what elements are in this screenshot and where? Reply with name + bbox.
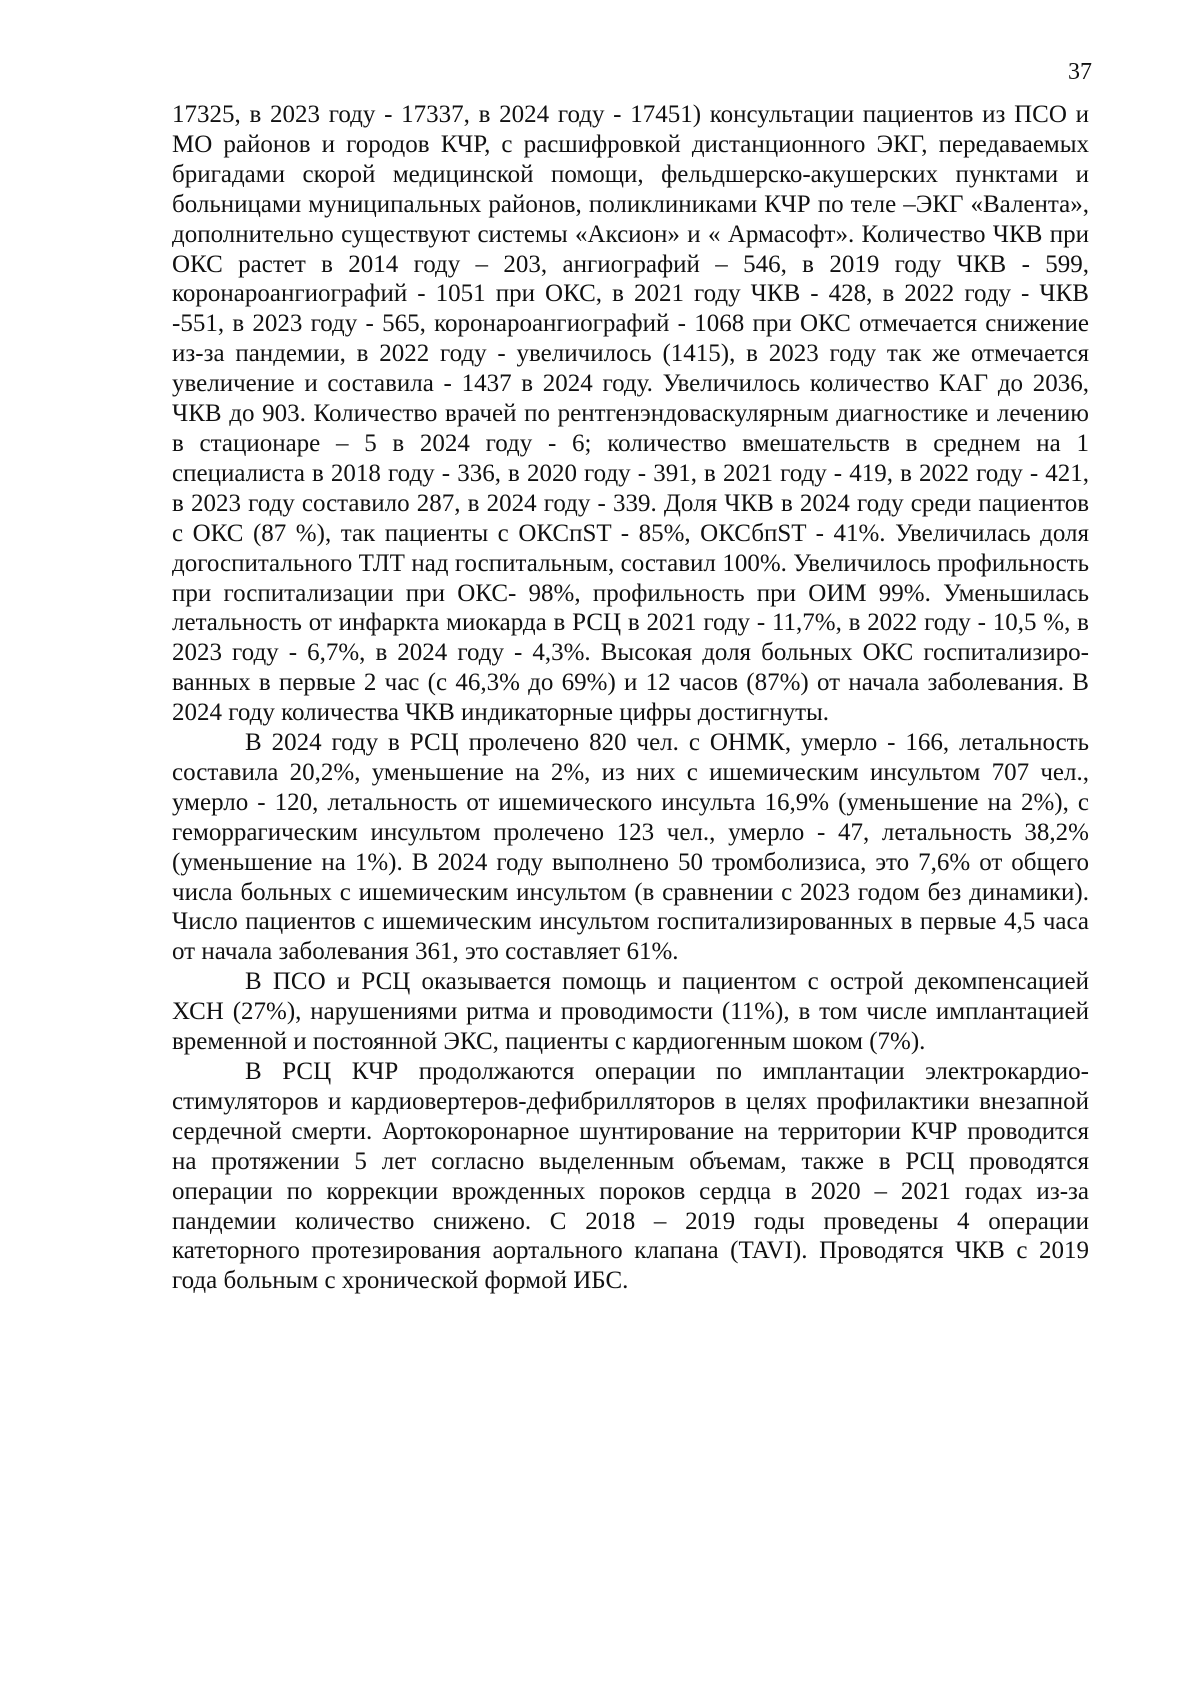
- document-body: [172, 100, 1089, 1296]
- page-number: 37: [1068, 59, 1092, 85]
- paragraph-stroke-statistics: В 2024 году в РСЦ пролечено 820 чел. с ОНМК, умерло - 166, летальность составила 20,2%, уменьшение на 2%, из них с ишемическим инсультом 707 чел., умерло - 120, летальность от ишемического инсульта 16,9% (уменьшение на 2%), с геморрагическим инсультом пролечено 123 чел., умерло - 47, летальность 38,2% (уменьшение на 1%). В 2024 году выполнено 50 тромболизиса, это 7,6% от общего числа больных с ишемическим инсультом (в сравнении с 2023 годом без динамики). Число пациентов с ишемическим инсультом госпитализированных в первые 4,5 часа от начала заболевания 361, это составляет 61%.: [172, 729, 1089, 966]
- paragraph-cardiac-surgery: В РСЦ КЧР продолжаются операции по имплантации электрокардиостимуляторов и кардиовертеров-дефибрилляторов в целях профилактики внезапной сердечной смерти. Аортокоронарное шунтирование на территории КЧР проводится на протяжении 5 лет согласно выделенным объемам, также в РСЦ проводятся операции по коррекции врожденных пороков сердца в 2020 – 2021 годах из-за пандемии количество снижено. С 2018 – 2019 годы проведены 4 операции катеторного протезирования аортального клапана (TAVI). Проводятся ЧКВ с 2019 года больным с хронической формой ИБС.: [172, 1058, 1089, 1295]
- paragraph-heart-failure-care: В ПСО и РСЦ оказывается помощь и пациентом с острой декомпенсацией ХСН (27%), нарушениями ритма и проводимости (11%), в том числе имплантацией временной и постоянной ЭКС, пациенты с кардиогенным шоком (7%).: [172, 968, 1089, 1056]
- paragraph-pci-statistics: 17325, в 2023 году - 17337, в 2024 году - 17451) консультации пациентов из ПСО и МО районов и городов КЧР, с расшифровкой дистанционного ЭКГ, передаваемых бригадами скорой медицинской помощи, фельдшерско-акушерских пунктами и больницами муниципальных районов, поликлиниками КЧР по теле –ЭКГ «Валента», дополнительно существуют системы «Аксион» и « Армасофт». Количество ЧКВ при ОКС растет в 2014 году – 203, ангиографий – 546, в 2019 году ЧКВ - 599, коронароангиографий - 1051 при ОКС, в 2021 году ЧКВ - 428, в 2022 году - ЧКВ -551, в 2023 году - 565, коронароангиографий - 1068 при ОКС отмечается снижение из-за пандемии, в 2022 году - увеличилось (1415), в 2023 году так же отмечается увеличение и составила - 1437 в 2024 году. Увеличилось количество КАГ до 2036, ЧКВ до 903. Количество врачей по рентгенэндоваскулярным диагностике и лечению в стационаре – 5 в 2024 году - 6; количество вмешательств в среднем на 1 специалиста в 2018 году - 336, в 2020 году - 391, в 2021 году - 419, в 2022 году - 421, в 2023 году составило 287, в 2024 году - 339. Доля ЧКВ в 2024 году среди пациентов с ОКС (87 %), так пациенты с ОКСпST - 85%, ОКСбпST - 41%. Увеличилась доля догоспитального ТЛТ над госпитальным, составил 100%. Увеличилось профильность при госпитализации при ОКС- 98%, профильность при ОИМ 99%. Уменьшилась летальность от инфаркта миокарда в РСЦ в 2021 году - 11,7%, в 2022 году - 10,5 %, в 2023 году - 6,7%, в 2024 году - 4,3%. Высокая доля больных ОКС госпитализированных в первые 2 час (с 46,3% до 69%) и 12 часов (87%) от начала заболевания. В 2024 году количества ЧКВ индикаторные цифры достигнуты.: [172, 101, 1089, 727]
